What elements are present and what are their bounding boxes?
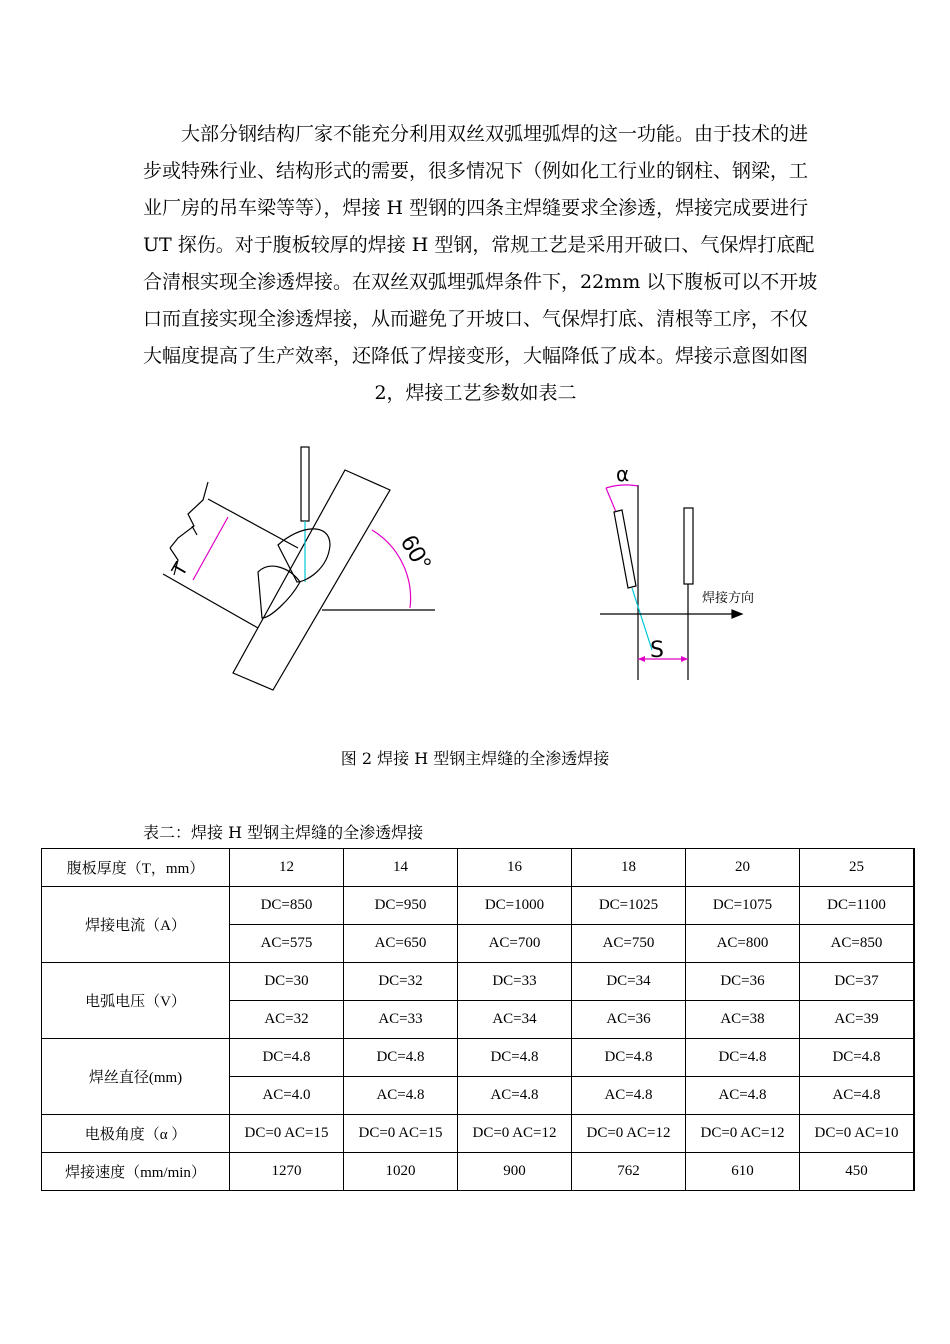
left-diagram bbox=[163, 447, 436, 690]
wire-ac-cell: AC=4.8 bbox=[572, 1077, 686, 1115]
voltage-dc-cell: DC=33 bbox=[458, 963, 572, 1001]
voltage-dc-cell: DC=37 bbox=[800, 963, 915, 1001]
thickness-cell: 14 bbox=[344, 849, 458, 887]
table-row bbox=[42, 887, 915, 925]
current-ac-cell: AC=800 bbox=[686, 925, 800, 963]
voltage-ac-cell: AC=32 bbox=[230, 1001, 344, 1039]
angle-cell: DC=0 AC=12 bbox=[686, 1115, 800, 1153]
web-plate bbox=[233, 470, 390, 690]
speed-cell: 900 bbox=[458, 1153, 572, 1191]
paragraph-line: UT 探伤。对于腹板较厚的焊接 H 型钢，常规工艺是采用开破口、气保焊打底配 bbox=[143, 234, 815, 256]
wire-ac-cell: AC=4.8 bbox=[344, 1077, 458, 1115]
current-dc-cell: DC=1025 bbox=[572, 887, 686, 925]
wire-dc-cell: DC=4.8 bbox=[800, 1039, 915, 1077]
voltage-ac-cell: AC=39 bbox=[800, 1001, 915, 1039]
table-row bbox=[42, 1115, 915, 1153]
tilted-torch bbox=[614, 510, 636, 588]
row-header-voltage: 电弧电压（V） bbox=[42, 963, 230, 1039]
s-label: S bbox=[650, 638, 664, 663]
alpha-label: α bbox=[616, 462, 630, 486]
vertical-torch bbox=[684, 508, 693, 584]
table-row bbox=[42, 849, 915, 887]
direction-label: 焊接方向 bbox=[702, 591, 755, 606]
table-row bbox=[42, 1039, 915, 1077]
current-dc-cell: DC=850 bbox=[230, 887, 344, 925]
weld-bead-lower bbox=[258, 566, 300, 618]
paragraph-line: 步或特殊行业、结构形式的需要，很多情况下（例如化工行业的钢柱、钢梁，工 bbox=[143, 160, 809, 182]
voltage-dc-cell: DC=34 bbox=[572, 963, 686, 1001]
wire-ac-cell: AC=4.8 bbox=[686, 1077, 800, 1115]
wire-ac-cell: AC=4.8 bbox=[800, 1077, 915, 1115]
speed-cell: 762 bbox=[572, 1153, 686, 1191]
table-row bbox=[42, 1153, 915, 1191]
current-ac-cell: AC=850 bbox=[800, 925, 915, 963]
thickness-cell: 18 bbox=[572, 849, 686, 887]
current-dc-cell: DC=1075 bbox=[686, 887, 800, 925]
thickness-cell: 25 bbox=[800, 849, 915, 887]
angle-cell: DC=0 AC=15 bbox=[344, 1115, 458, 1153]
current-dc-cell: DC=950 bbox=[344, 887, 458, 925]
row-header-thickness: 腹板厚度（T，mm） bbox=[42, 849, 230, 887]
body-paragraph bbox=[143, 116, 818, 412]
paragraph-line: 口而直接实现全渗透焊接，从而避免了开坡口、气保焊打底、清根等工序，不仅 bbox=[143, 308, 809, 330]
paragraph-line: 业厂房的吊车梁等等），焊接 H 型钢的四条主焊缝要求全渗透，焊接完成要进行 bbox=[143, 197, 809, 219]
angle-label: 60° bbox=[394, 530, 437, 576]
thickness-cell: 12 bbox=[230, 849, 344, 887]
alpha-arc bbox=[606, 485, 638, 488]
table-caption: 表二：焊接 H 型钢主焊缝的全渗透焊接 bbox=[143, 823, 424, 842]
thickness-cell: 20 bbox=[686, 849, 800, 887]
wire-dc-cell: DC=4.8 bbox=[572, 1039, 686, 1077]
paragraph-line: 大幅度提高了生产效率，还降低了焊接变形，大幅降低了成本。焊接示意图如图 bbox=[143, 345, 809, 367]
current-ac-cell: AC=650 bbox=[344, 925, 458, 963]
table-row bbox=[42, 963, 915, 1001]
speed-cell: 1020 bbox=[344, 1153, 458, 1191]
row-header-wire: 焊丝直径(mm) bbox=[42, 1039, 230, 1115]
paragraph-line: 大部分钢结构厂家不能充分利用双丝双弧埋弧焊的这一功能。由于技术的进 bbox=[181, 123, 809, 145]
current-ac-cell: AC=575 bbox=[230, 925, 344, 963]
wire-dc-cell: DC=4.8 bbox=[230, 1039, 344, 1077]
angle-cell: DC=0 AC=10 bbox=[800, 1115, 915, 1153]
current-dc-cell: DC=1100 bbox=[800, 887, 915, 925]
t-label: T bbox=[167, 558, 193, 581]
angle-cell: DC=0 AC=12 bbox=[572, 1115, 686, 1153]
wire-dc-cell: DC=4.8 bbox=[686, 1039, 800, 1077]
current-dc-cell: DC=1000 bbox=[458, 887, 572, 925]
flange-edge-bottom bbox=[163, 574, 258, 628]
paragraph-line: 合清根实现全渗透焊接。在双丝双弧埋弧焊条件下，22mm 以下腹板可以不开坡 bbox=[143, 271, 818, 293]
paragraph-line: 2，焊接工艺参数如表二 bbox=[374, 382, 577, 404]
current-ac-cell: AC=700 bbox=[458, 925, 572, 963]
row-header-angle: 电极角度（α ） bbox=[42, 1115, 230, 1153]
row-header-current: 焊接电流（A） bbox=[42, 887, 230, 963]
voltage-dc-cell: DC=32 bbox=[344, 963, 458, 1001]
speed-cell: 450 bbox=[800, 1153, 915, 1191]
row-header-speed: 焊接速度（mm/min） bbox=[42, 1153, 230, 1191]
voltage-ac-cell: AC=34 bbox=[458, 1001, 572, 1039]
dimension-line-t bbox=[193, 517, 228, 580]
voltage-dc-cell: DC=36 bbox=[686, 963, 800, 1001]
angle-cell: DC=0 AC=12 bbox=[458, 1115, 572, 1153]
parameters-table bbox=[41, 848, 915, 1191]
voltage-ac-cell: AC=38 bbox=[686, 1001, 800, 1039]
welding-torch bbox=[301, 447, 309, 521]
right-diagram bbox=[600, 462, 754, 680]
wire-dc-cell: DC=4.8 bbox=[458, 1039, 572, 1077]
speed-cell: 1270 bbox=[230, 1153, 344, 1191]
tilted-wire bbox=[632, 588, 652, 650]
current-ac-cell: AC=750 bbox=[572, 925, 686, 963]
figure-caption: 图 2 焊接 H 型钢主焊缝的全渗透焊接 bbox=[340, 749, 610, 768]
welding-diagram bbox=[0, 440, 950, 710]
weld-bead-upper bbox=[278, 529, 330, 582]
speed-cell: 610 bbox=[686, 1153, 800, 1191]
wire-dc-cell: DC=4.8 bbox=[344, 1039, 458, 1077]
wire-ac-cell: AC=4.8 bbox=[458, 1077, 572, 1115]
direction-arrow-icon bbox=[732, 610, 742, 618]
flange-edge-top bbox=[208, 499, 298, 548]
voltage-ac-cell: AC=33 bbox=[344, 1001, 458, 1039]
voltage-ac-cell: AC=36 bbox=[572, 1001, 686, 1039]
wire-ac-cell: AC=4.0 bbox=[230, 1077, 344, 1115]
angle-cell: DC=0 AC=15 bbox=[230, 1115, 344, 1153]
voltage-dc-cell: DC=30 bbox=[230, 963, 344, 1001]
break-line-upper bbox=[170, 482, 208, 548]
thickness-cell: 16 bbox=[458, 849, 572, 887]
